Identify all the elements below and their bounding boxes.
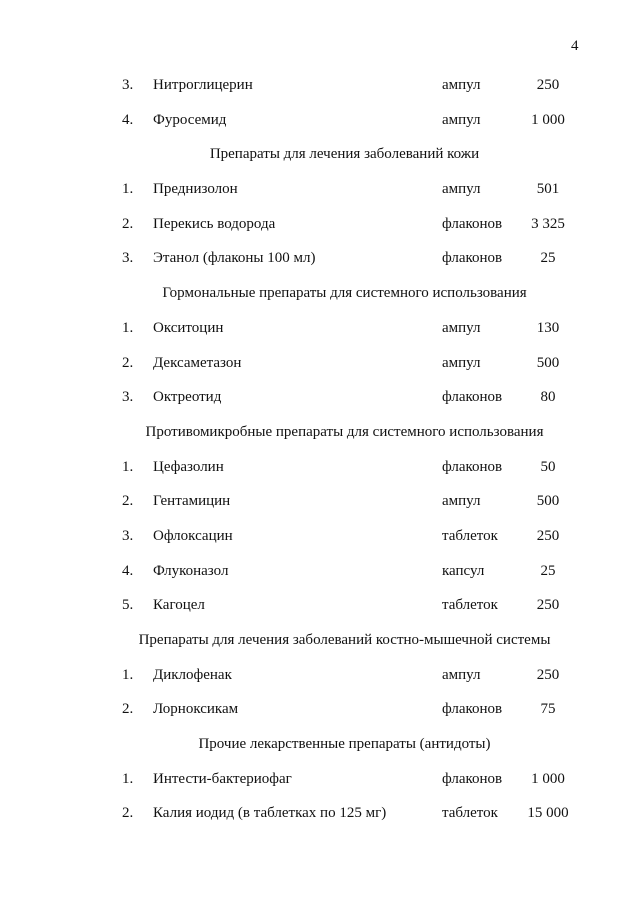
item-quantity: 250 bbox=[536, 666, 560, 683]
item-number: 2. bbox=[122, 701, 134, 718]
section-heading: Прочие лекарственные препараты (антидоты) bbox=[198, 736, 491, 753]
item-quantity: 80 bbox=[540, 389, 556, 406]
list-item bbox=[0, 554, 639, 589]
list-item bbox=[0, 380, 639, 415]
section-heading: Препараты для лечения заболеваний кожи bbox=[209, 146, 480, 163]
item-unit: флаконов bbox=[442, 770, 503, 787]
list-item bbox=[0, 207, 639, 242]
item-quantity: 25 bbox=[540, 562, 556, 579]
group-musculoskeletal bbox=[0, 623, 639, 727]
item-name: Гентамицин bbox=[153, 493, 231, 510]
item-quantity: 1 000 bbox=[531, 770, 565, 787]
list-item bbox=[0, 311, 639, 346]
item-number: 1. bbox=[122, 770, 134, 787]
section-heading: Препараты для лечения заболеваний костно-мышечной системы bbox=[138, 632, 551, 648]
item-unit: флаконов bbox=[442, 701, 503, 718]
item-number: 4. bbox=[122, 562, 134, 579]
item-quantity: 130 bbox=[536, 319, 560, 336]
group-antimicrobial bbox=[0, 415, 639, 623]
item-number: 3. bbox=[122, 389, 134, 406]
list-item bbox=[0, 484, 639, 519]
item-name: Интести-бактериофаг bbox=[153, 770, 292, 787]
list-item bbox=[0, 762, 639, 797]
item-unit: флаконов bbox=[442, 250, 503, 267]
item-unit: ампул bbox=[442, 111, 481, 128]
item-unit: флаконов bbox=[442, 215, 503, 232]
list-item bbox=[0, 450, 639, 485]
item-unit: таблеток bbox=[442, 597, 498, 614]
list-item bbox=[0, 519, 639, 554]
item-name: Дексаметазон bbox=[153, 354, 242, 371]
item-unit: ампул bbox=[442, 181, 481, 198]
item-name: Перекись водорода bbox=[153, 215, 276, 232]
item-quantity: 250 bbox=[536, 527, 560, 544]
item-quantity: 25 bbox=[540, 250, 556, 267]
item-quantity: 500 bbox=[536, 493, 560, 510]
group-antidotes bbox=[0, 727, 639, 831]
item-quantity: 3 325 bbox=[531, 215, 565, 232]
item-name: Окситоцин bbox=[153, 319, 224, 336]
item-name: Фуросемид bbox=[153, 111, 227, 128]
item-unit: ампул bbox=[442, 666, 481, 683]
group-skin-diseases bbox=[0, 137, 639, 276]
list-item bbox=[0, 658, 639, 693]
item-unit: таблеток bbox=[442, 527, 498, 544]
section-heading: Гормональные препараты для системного использования bbox=[162, 285, 527, 302]
item-number: 2. bbox=[122, 354, 134, 371]
list-item bbox=[0, 241, 639, 276]
item-quantity: 250 bbox=[536, 77, 560, 93]
item-name: Офлоксацин bbox=[153, 527, 233, 544]
item-number: 1. bbox=[122, 666, 134, 683]
list-item bbox=[0, 588, 639, 623]
item-name: Октреотид bbox=[153, 389, 222, 406]
section-heading: Противомикробные препараты для системного использования bbox=[145, 423, 544, 440]
item-number: 1. bbox=[122, 458, 134, 475]
item-name: Преднизолон bbox=[153, 181, 238, 198]
list-item bbox=[0, 796, 639, 831]
item-unit: капсул bbox=[442, 562, 485, 579]
item-number: 5. bbox=[122, 597, 134, 614]
group-cardiovascular-continued bbox=[0, 68, 639, 137]
item-quantity: 250 bbox=[536, 597, 560, 614]
item-number: 1. bbox=[122, 181, 134, 198]
item-quantity: 1 000 bbox=[531, 111, 565, 128]
list-item bbox=[0, 692, 639, 727]
item-name: Флуконазол bbox=[153, 562, 229, 579]
item-number: 2. bbox=[122, 493, 134, 510]
item-name: Лорноксикам bbox=[153, 701, 239, 718]
item-quantity: 75 bbox=[540, 701, 556, 718]
group-hormonal bbox=[0, 276, 639, 415]
item-unit: ампул bbox=[442, 354, 481, 371]
item-number: 3. bbox=[122, 77, 134, 93]
item-number: 3. bbox=[122, 250, 134, 267]
item-name: Цефазолин bbox=[153, 458, 224, 475]
page-number: 4 bbox=[571, 38, 579, 54]
item-unit: ампул bbox=[442, 77, 481, 93]
item-name: Нитроглицерин bbox=[153, 77, 253, 93]
item-unit: ампул bbox=[442, 493, 481, 510]
item-name: Кагоцел bbox=[153, 597, 205, 614]
item-unit: флаконов bbox=[442, 458, 503, 475]
item-number: 3. bbox=[122, 527, 134, 544]
item-number: 2. bbox=[122, 805, 134, 822]
item-quantity: 501 bbox=[536, 181, 560, 198]
item-quantity: 500 bbox=[536, 354, 560, 371]
list-item bbox=[0, 346, 639, 381]
item-unit: ампул bbox=[442, 319, 481, 336]
item-unit: таблеток bbox=[442, 805, 498, 822]
item-name: Диклофенак bbox=[153, 666, 232, 683]
item-name: Этанол (флаконы 100 мл) bbox=[153, 250, 316, 267]
item-number: 2. bbox=[122, 215, 134, 232]
item-quantity: 50 bbox=[540, 458, 556, 475]
item-name: Калия иодид (в таблетках по 125 мг) bbox=[153, 805, 387, 822]
list-item bbox=[0, 68, 639, 103]
list-item bbox=[0, 103, 639, 138]
item-number: 1. bbox=[122, 319, 134, 336]
medication-list bbox=[0, 68, 639, 831]
item-quantity: 15 000 bbox=[527, 805, 569, 822]
item-unit: флаконов bbox=[442, 389, 503, 406]
item-number: 4. bbox=[122, 111, 134, 128]
list-item bbox=[0, 172, 639, 207]
